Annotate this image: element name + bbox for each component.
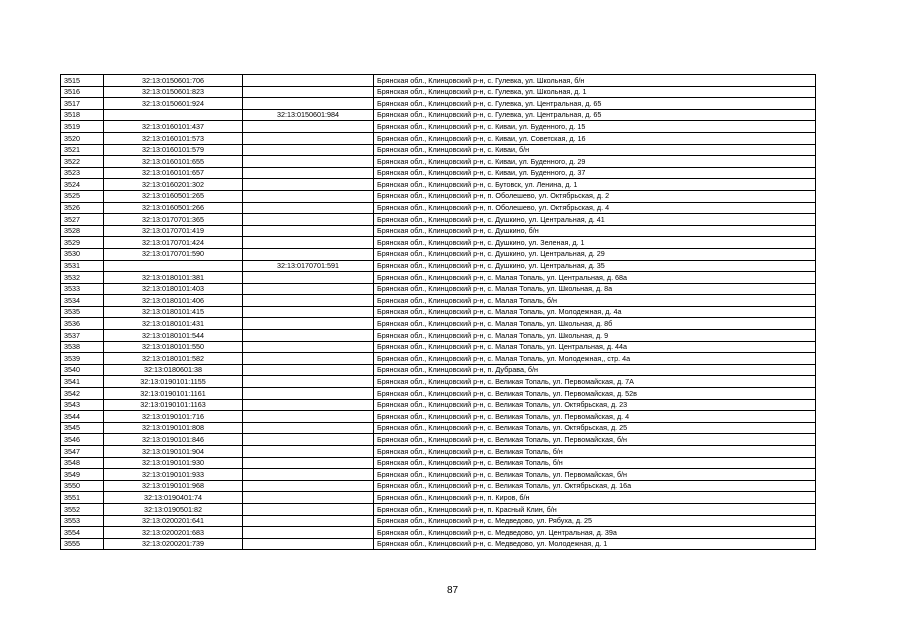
address-cell: Брянская обл., Клинцовский р-н, с. Великая Топаль, ул. Октябрьская, д. 23 xyxy=(374,399,816,411)
address-cell: Брянская обл., Клинцовский р-н, с. Гулевка, ул. Школьная, б/н xyxy=(374,75,816,87)
row-number-cell: 3534 xyxy=(61,295,104,307)
row-number-cell: 3521 xyxy=(61,144,104,156)
table-row xyxy=(61,469,816,481)
table-row xyxy=(61,503,816,515)
second-cadastral-number-cell xyxy=(243,353,374,365)
cadastral-number-cell: 32:13:0170701:590 xyxy=(104,248,243,260)
address-cell: Брянская обл., Клинцовский р-н, с. Киваи, ул. Буденного, д. 37 xyxy=(374,167,816,179)
second-cadastral-number-cell xyxy=(243,492,374,504)
address-cell: Брянская обл., Клинцовский р-н, с. Гулевка, ул. Центральная, д. 65 xyxy=(374,98,816,110)
second-cadastral-number-cell xyxy=(243,132,374,144)
second-cadastral-number-cell xyxy=(243,527,374,539)
address-cell: Брянская обл., Клинцовский р-н, с. Великая Топаль, ул. Первомайская, д. 52в xyxy=(374,388,816,400)
cadastral-number-cell: 32:13:0160101:437 xyxy=(104,121,243,133)
cadastral-number-cell: 32:13:0190101:1155 xyxy=(104,376,243,388)
row-number-cell: 3546 xyxy=(61,434,104,446)
row-number-cell: 3524 xyxy=(61,179,104,191)
cadastral-number-cell: 32:13:0180601:38 xyxy=(104,364,243,376)
table-row xyxy=(61,492,816,504)
address-cell: Брянская обл., Клинцовский р-н, с. Душкино, ул. Центральная, д. 41 xyxy=(374,214,816,226)
row-number-cell: 3548 xyxy=(61,457,104,469)
row-number-cell: 3537 xyxy=(61,330,104,342)
row-number-cell: 3543 xyxy=(61,399,104,411)
cadastral-number-cell: 32:13:0190101:930 xyxy=(104,457,243,469)
row-number-cell: 3544 xyxy=(61,411,104,423)
table-row xyxy=(61,515,816,527)
cadastral-number-cell: 32:13:0180101:415 xyxy=(104,306,243,318)
row-number-cell: 3516 xyxy=(61,86,104,98)
second-cadastral-number-cell xyxy=(243,202,374,214)
cadastral-number-cell: 32:13:0150601:706 xyxy=(104,75,243,87)
row-number-cell: 3525 xyxy=(61,190,104,202)
row-number-cell: 3531 xyxy=(61,260,104,272)
cadastral-number-cell: 32:13:0190101:716 xyxy=(104,411,243,423)
row-number-cell: 3533 xyxy=(61,283,104,295)
row-number-cell: 3520 xyxy=(61,132,104,144)
second-cadastral-number-cell xyxy=(243,144,374,156)
table-row xyxy=(61,179,816,191)
second-cadastral-number-cell xyxy=(243,457,374,469)
table-row xyxy=(61,399,816,411)
second-cadastral-number-cell xyxy=(243,399,374,411)
address-cell: Брянская обл., Клинцовский р-н, с. Медведово, ул. Молодежная, д. 1 xyxy=(374,538,816,550)
second-cadastral-number-cell xyxy=(243,434,374,446)
row-number-cell: 3535 xyxy=(61,306,104,318)
cadastral-number-cell: 32:13:0190101:1161 xyxy=(104,388,243,400)
row-number-cell: 3542 xyxy=(61,388,104,400)
address-cell: Брянская обл., Клинцовский р-н, с. Душкино, ул. Центральная, д. 35 xyxy=(374,260,816,272)
address-cell: Брянская обл., Клинцовский р-н, с. Киваи, б/н xyxy=(374,144,816,156)
table-row xyxy=(61,86,816,98)
second-cadastral-number-cell xyxy=(243,364,374,376)
cadastral-number-cell: 32:13:0150601:924 xyxy=(104,98,243,110)
address-cell: Брянская обл., Клинцовский р-н, с. Великая Топаль, б/н xyxy=(374,446,816,458)
second-cadastral-number-cell xyxy=(243,503,374,515)
row-number-cell: 3547 xyxy=(61,446,104,458)
address-cell: Брянская обл., Клинцовский р-н, с. Малая Топаль, ул. Школьная, д. 8а xyxy=(374,283,816,295)
second-cadastral-number-cell xyxy=(243,86,374,98)
table-row xyxy=(61,330,816,342)
second-cadastral-number-cell xyxy=(243,538,374,550)
table-row xyxy=(61,353,816,365)
cadastral-number-cell: 32:13:0190101:933 xyxy=(104,469,243,481)
table-row xyxy=(61,306,816,318)
row-number-cell: 3536 xyxy=(61,318,104,330)
table-row xyxy=(61,98,816,110)
second-cadastral-number-cell xyxy=(243,283,374,295)
second-cadastral-number-cell xyxy=(243,190,374,202)
table-row xyxy=(61,121,816,133)
address-cell: Брянская обл., Клинцовский р-н, с. Великая Топаль, ул. Октябрьская, д. 25 xyxy=(374,422,816,434)
second-cadastral-number-cell xyxy=(243,248,374,260)
table-row xyxy=(61,167,816,179)
cadastral-number-cell: 32:13:0190101:904 xyxy=(104,446,243,458)
row-number-cell: 3541 xyxy=(61,376,104,388)
second-cadastral-number-cell xyxy=(243,469,374,481)
cadastral-number-cell: 32:13:0170701:419 xyxy=(104,225,243,237)
table-row xyxy=(61,295,816,307)
address-cell: Брянская обл., Клинцовский р-н, с. Малая Топаль, б/н xyxy=(374,295,816,307)
address-cell: Брянская обл., Клинцовский р-н, с. Душкино, ул. Центральная, д. 29 xyxy=(374,248,816,260)
row-number-cell: 3551 xyxy=(61,492,104,504)
table-row xyxy=(61,446,816,458)
cadastral-number-cell: 32:13:0160101:657 xyxy=(104,167,243,179)
cadastral-number-cell: 32:13:0160501:266 xyxy=(104,202,243,214)
address-cell: Брянская обл., Клинцовский р-н, с. Малая Топаль, ул. Школьная, д. 8б xyxy=(374,318,816,330)
row-number-cell: 3528 xyxy=(61,225,104,237)
table-row xyxy=(61,283,816,295)
second-cadastral-number-cell xyxy=(243,330,374,342)
second-cadastral-number-cell xyxy=(243,121,374,133)
address-cell: Брянская обл., Клинцовский р-н, с. Великая Топаль, ул. Первомайская, д. 4 xyxy=(374,411,816,423)
cadastral-number-cell: 32:13:0200201:683 xyxy=(104,527,243,539)
row-number-cell: 3527 xyxy=(61,214,104,226)
table-row xyxy=(61,411,816,423)
second-cadastral-number-cell xyxy=(243,225,374,237)
second-cadastral-number-cell xyxy=(243,156,374,168)
row-number-cell: 3515 xyxy=(61,75,104,87)
row-number-cell: 3552 xyxy=(61,503,104,515)
address-cell: Брянская обл., Клинцовский р-н, с. Гулевка, ул. Центральная, д. 65 xyxy=(374,109,816,121)
address-cell: Брянская обл., Клинцовский р-н, с. Киваи, ул. Советская, д. 16 xyxy=(374,132,816,144)
second-cadastral-number-cell xyxy=(243,272,374,284)
cadastral-number-cell: 32:13:0190101:968 xyxy=(104,480,243,492)
address-cell: Брянская обл., Клинцовский р-н, с. Душкино, б/н xyxy=(374,225,816,237)
table-row xyxy=(61,144,816,156)
second-cadastral-number-cell: 32:13:0170701:591 xyxy=(243,260,374,272)
table-row xyxy=(61,388,816,400)
table-row xyxy=(61,202,816,214)
cadastral-number-cell: 32:13:0200201:641 xyxy=(104,515,243,527)
cadastral-number-cell: 32:13:0160201:302 xyxy=(104,179,243,191)
second-cadastral-number-cell xyxy=(243,306,374,318)
second-cadastral-number-cell xyxy=(243,411,374,423)
cadastral-number-cell: 32:13:0190101:1163 xyxy=(104,399,243,411)
registry-table xyxy=(60,74,816,550)
second-cadastral-number-cell xyxy=(243,295,374,307)
address-cell: Брянская обл., Клинцовский р-н, п. Дубрава, б/н xyxy=(374,364,816,376)
table-row xyxy=(61,376,816,388)
cadastral-number-cell: 32:13:0200201:739 xyxy=(104,538,243,550)
second-cadastral-number-cell xyxy=(243,388,374,400)
cadastral-number-cell: 32:13:0180101:403 xyxy=(104,283,243,295)
address-cell: Брянская обл., Клинцовский р-н, с. Великая Топаль, ул. Первомайская, б/н xyxy=(374,434,816,446)
cadastral-number-cell: 32:13:0190401:74 xyxy=(104,492,243,504)
address-cell: Брянская обл., Клинцовский р-н, с. Великая Топаль, б/н xyxy=(374,457,816,469)
row-number-cell: 3530 xyxy=(61,248,104,260)
row-number-cell: 3554 xyxy=(61,527,104,539)
second-cadastral-number-cell xyxy=(243,422,374,434)
row-number-cell: 3532 xyxy=(61,272,104,284)
row-number-cell: 3529 xyxy=(61,237,104,249)
table-row xyxy=(61,109,816,121)
table-row xyxy=(61,260,816,272)
address-cell: Брянская обл., Клинцовский р-н, с. Великая Топаль, ул. Первомайская, б/н xyxy=(374,469,816,481)
table-row xyxy=(61,364,816,376)
cadastral-number-cell: 32:13:0150601:823 xyxy=(104,86,243,98)
second-cadastral-number-cell xyxy=(243,446,374,458)
address-cell: Брянская обл., Клинцовский р-н, с. Душкино, ул. Зеленая, д. 1 xyxy=(374,237,816,249)
second-cadastral-number-cell xyxy=(243,376,374,388)
table-row xyxy=(61,75,816,87)
cadastral-number-cell: 32:13:0180101:431 xyxy=(104,318,243,330)
table-row xyxy=(61,248,816,260)
cadastral-number-cell: 32:13:0180101:544 xyxy=(104,330,243,342)
table-row xyxy=(61,434,816,446)
address-cell: Брянская обл., Клинцовский р-н, п. Оболешево, ул. Октябрьская, д. 4 xyxy=(374,202,816,214)
address-cell: Брянская обл., Клинцовский р-н, с. Великая Топаль, ул. Октябрьская, д. 16а xyxy=(374,480,816,492)
cadastral-number-cell: 32:13:0190501:82 xyxy=(104,503,243,515)
table-row xyxy=(61,132,816,144)
row-number-cell: 3540 xyxy=(61,364,104,376)
row-number-cell: 3539 xyxy=(61,353,104,365)
table-row xyxy=(61,190,816,202)
address-cell: Брянская обл., Клинцовский р-н, с. Гулевка, ул. Школьная, д. 1 xyxy=(374,86,816,98)
row-number-cell: 3555 xyxy=(61,538,104,550)
row-number-cell: 3518 xyxy=(61,109,104,121)
row-number-cell: 3523 xyxy=(61,167,104,179)
cadastral-number-cell: 32:13:0190101:846 xyxy=(104,434,243,446)
row-number-cell: 3553 xyxy=(61,515,104,527)
cadastral-number-cell: 32:13:0160101:655 xyxy=(104,156,243,168)
table-row xyxy=(61,272,816,284)
second-cadastral-number-cell xyxy=(243,167,374,179)
row-number-cell: 3526 xyxy=(61,202,104,214)
table-row xyxy=(61,318,816,330)
cadastral-number-cell: 32:13:0180101:582 xyxy=(104,353,243,365)
row-number-cell: 3538 xyxy=(61,341,104,353)
second-cadastral-number-cell xyxy=(243,237,374,249)
second-cadastral-number-cell xyxy=(243,214,374,226)
second-cadastral-number-cell xyxy=(243,179,374,191)
address-cell: Брянская обл., Клинцовский р-н, с. Бутовск, ул. Ленина, д. 1 xyxy=(374,179,816,191)
address-cell: Брянская обл., Клинцовский р-н, с. Малая Топаль, ул. Молодежная, д. 4а xyxy=(374,306,816,318)
cadastral-number-cell: 32:13:0170701:365 xyxy=(104,214,243,226)
table-row xyxy=(61,156,816,168)
registry-table-body xyxy=(61,75,816,550)
second-cadastral-number-cell xyxy=(243,515,374,527)
second-cadastral-number-cell: 32:13:0150601:984 xyxy=(243,109,374,121)
address-cell: Брянская обл., Клинцовский р-н, с. Малая Топаль, ул. Центральная, д. 68а xyxy=(374,272,816,284)
address-cell: Брянская обл., Клинцовский р-н, с. Киваи, ул. Буденного, д. 29 xyxy=(374,156,816,168)
cadastral-number-cell xyxy=(104,260,243,272)
row-number-cell: 3550 xyxy=(61,480,104,492)
table-row xyxy=(61,527,816,539)
cadastral-number-cell: 32:13:0180101:381 xyxy=(104,272,243,284)
row-number-cell: 3522 xyxy=(61,156,104,168)
cadastral-number-cell: 32:13:0180101:406 xyxy=(104,295,243,307)
second-cadastral-number-cell xyxy=(243,341,374,353)
page-number: 87 xyxy=(446,585,459,596)
second-cadastral-number-cell xyxy=(243,318,374,330)
table-row xyxy=(61,480,816,492)
table-row xyxy=(61,214,816,226)
table-row xyxy=(61,422,816,434)
table-row xyxy=(61,225,816,237)
address-cell: Брянская обл., Клинцовский р-н, с. Медведово, ул. Центральная, д. 39а xyxy=(374,527,816,539)
address-cell: Брянская обл., Клинцовский р-н, с. Малая Топаль, ул. Центральная, д. 44а xyxy=(374,341,816,353)
address-cell: Брянская обл., Клинцовский р-н, с. Великая Топаль, ул. Первомайская, д. 7А xyxy=(374,376,816,388)
cadastral-number-cell: 32:13:0180101:550 xyxy=(104,341,243,353)
second-cadastral-number-cell xyxy=(243,75,374,87)
cadastral-number-cell: 32:13:0170701:424 xyxy=(104,237,243,249)
table-row xyxy=(61,457,816,469)
second-cadastral-number-cell xyxy=(243,480,374,492)
address-cell: Брянская обл., Клинцовский р-н, с. Малая Топаль, ул. Молодежная,, стр. 4а xyxy=(374,353,816,365)
row-number-cell: 3549 xyxy=(61,469,104,481)
address-cell: Брянская обл., Клинцовский р-н, п. Киров, б/н xyxy=(374,492,816,504)
table-row xyxy=(61,538,816,550)
table-row xyxy=(61,341,816,353)
row-number-cell: 3517 xyxy=(61,98,104,110)
address-cell: Брянская обл., Клинцовский р-н, п. Красный Клин, б/н xyxy=(374,503,816,515)
address-cell: Брянская обл., Клинцовский р-н, п. Оболешево, ул. Октябрьская, д. 2 xyxy=(374,190,816,202)
cadastral-number-cell: 32:13:0160101:573 xyxy=(104,132,243,144)
cadastral-number-cell xyxy=(104,109,243,121)
table-row xyxy=(61,237,816,249)
second-cadastral-number-cell xyxy=(243,98,374,110)
address-cell: Брянская обл., Клинцовский р-н, с. Киваи, ул. Буденного, д. 15 xyxy=(374,121,816,133)
cadastral-number-cell: 32:13:0160101:579 xyxy=(104,144,243,156)
row-number-cell: 3545 xyxy=(61,422,104,434)
cadastral-number-cell: 32:13:0160501:265 xyxy=(104,190,243,202)
cadastral-number-cell: 32:13:0190101:808 xyxy=(104,422,243,434)
row-number-cell: 3519 xyxy=(61,121,104,133)
address-cell: Брянская обл., Клинцовский р-н, с. Малая Топаль, ул. Школьная, д. 9 xyxy=(374,330,816,342)
address-cell: Брянская обл., Клинцовский р-н, с. Медведово, ул. Рябуха, д. 25 xyxy=(374,515,816,527)
